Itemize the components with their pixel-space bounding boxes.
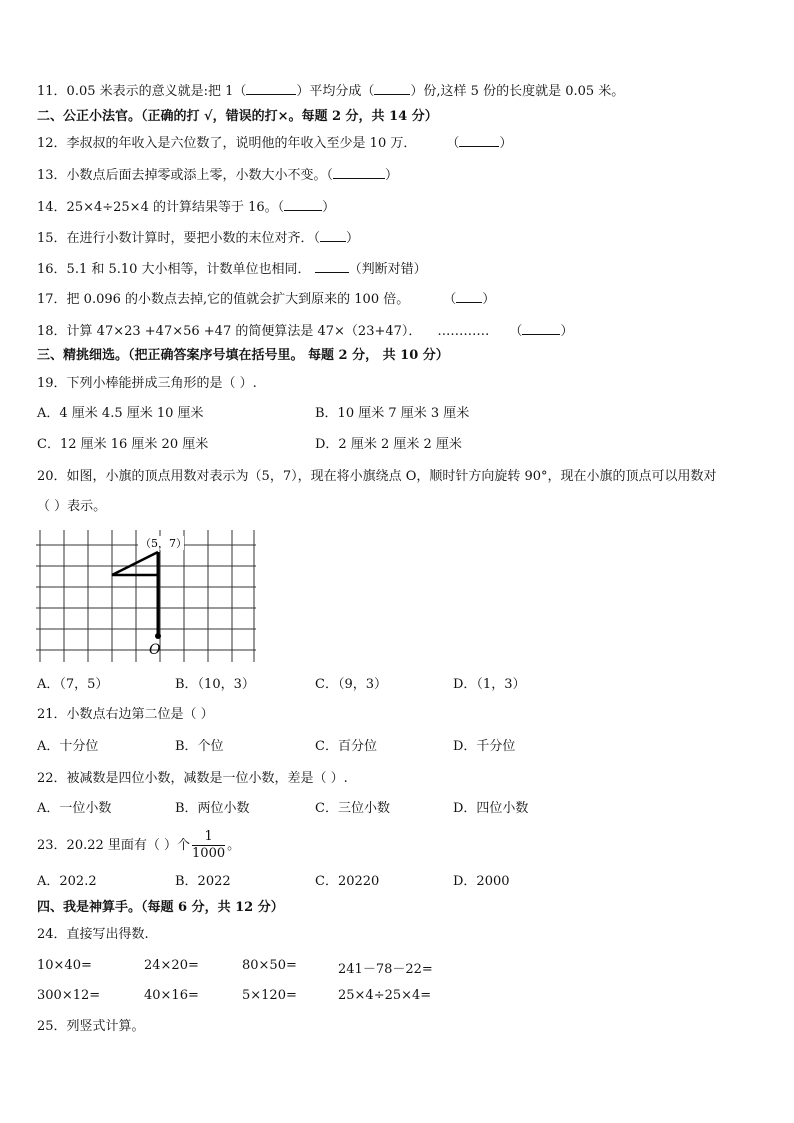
- calc-item: 40×16=: [144, 988, 199, 1003]
- answer-blank[interactable]: [456, 290, 482, 303]
- q22-option-c[interactable]: C．三位小数: [315, 801, 390, 816]
- calc-item: 300×12=: [37, 988, 101, 1003]
- q23-option-c[interactable]: C．20220: [315, 874, 380, 889]
- denominator: 1000: [192, 846, 226, 861]
- q21-option-b[interactable]: B．个位: [175, 739, 224, 754]
- q22-option-d[interactable]: D．四位小数: [453, 801, 529, 816]
- question-24: 24．直接写出得数.: [37, 927, 149, 942]
- q11-text-a: 11．0.05 米表示的意义就是:把 1（: [37, 84, 247, 99]
- flag: [112, 552, 158, 636]
- answer-blank[interactable]: [374, 82, 410, 95]
- grid-figure: [34, 530, 258, 664]
- paren-close: ）: [560, 324, 574, 339]
- question-21: 21．小数点右边第二位是（ ）: [37, 707, 214, 722]
- question-16: [37, 260, 427, 279]
- q20-option-c[interactable]: C．（9，3）: [315, 677, 387, 692]
- dots: …………: [437, 324, 490, 339]
- q12-text: 12．李叔叔的年收入是六位数了，说明他的年收入至少是 10 万．: [37, 136, 417, 151]
- question-20-cont: （ ）表示。: [37, 499, 107, 514]
- calc-item: 241－78－22=: [338, 962, 433, 977]
- section-2-title: 二、公正小法官。（正确的打 √，错误的打×。每题 2 分，共 14 分）: [37, 109, 438, 124]
- paren-open: （: [509, 324, 523, 339]
- q20-option-b[interactable]: B．（10，3）: [175, 677, 255, 692]
- question-14: [37, 198, 335, 217]
- answer-blank[interactable]: [459, 134, 499, 147]
- calc-item: 24×20=: [144, 958, 199, 973]
- q23-text: 23．20.22 里面有（ ）个: [37, 838, 191, 853]
- q18-text: 18．计算 47×23 +47×56 +47 的简便算法是 47×（23+47）．: [37, 324, 422, 339]
- question-15: [37, 229, 359, 248]
- paren-close: ）: [499, 136, 513, 151]
- question-12: [37, 134, 512, 153]
- question-19: 19．下列小棒能拼成三角形的是（ ）.: [37, 376, 257, 391]
- answer-blank[interactable]: [333, 166, 385, 179]
- q21-option-a[interactable]: A．十分位: [37, 739, 99, 754]
- q23-option-d[interactable]: D．2000: [453, 874, 510, 889]
- q22-option-b[interactable]: B．两位小数: [175, 801, 250, 816]
- paren-close: ）: [346, 231, 360, 246]
- q23-option-a[interactable]: A．202.2: [37, 874, 97, 889]
- q21-option-c[interactable]: C．百分位: [315, 739, 377, 754]
- calc-item: 5×120=: [242, 988, 297, 1003]
- q19-option-a[interactable]: A．4 厘米 4.5 厘米 10 厘米: [37, 406, 204, 421]
- question-17: [37, 290, 495, 309]
- answer-blank[interactable]: [246, 82, 296, 95]
- calc-item: 10×40=: [37, 958, 92, 973]
- question-18: [37, 322, 573, 341]
- question-23: [37, 828, 240, 864]
- q15-text: 15．在进行小数计算时，要把小数的末位对齐．（: [37, 231, 321, 246]
- q13-text: 13．小数点后面去掉零或添上零，小数大小不变。（: [37, 168, 334, 183]
- q11-text-c: ）份,这样 5 份的长度就是 0.05 米。: [410, 84, 625, 99]
- q23-option-b[interactable]: B．2022: [175, 874, 231, 889]
- q22-option-a[interactable]: A．一位小数: [37, 801, 112, 816]
- q17-text: 17．把 0.096 的小数点去掉,它的值就会扩大到原来的 100 倍。: [37, 292, 410, 307]
- q19-option-d[interactable]: D．2 厘米 2 厘米 2 厘米: [315, 437, 462, 452]
- question-11: [37, 82, 624, 101]
- calc-item: 25×4÷25×4=: [338, 988, 432, 1003]
- q20-option-a[interactable]: A．（7，5）: [37, 677, 109, 692]
- period: 。: [227, 838, 241, 853]
- paren-open: （: [446, 136, 460, 151]
- question-13: [37, 166, 398, 185]
- fraction: [192, 829, 225, 862]
- q14-text: 14．25×4÷25×4 的计算结果等于 16。（: [37, 200, 285, 215]
- point-o: [155, 633, 161, 639]
- q19-option-b[interactable]: B．10 厘米 7 厘米 3 厘米: [315, 406, 470, 421]
- q19-option-c[interactable]: C．12 厘米 16 厘米 20 厘米: [37, 437, 209, 452]
- vertex-label: （5，7）: [140, 537, 187, 550]
- section-3-title: 三、精挑细选。（把正确答案序号填在括号里。 每题 2 分， 共 10 分）: [37, 348, 449, 363]
- paren-close: ）: [385, 168, 399, 183]
- answer-blank[interactable]: [284, 198, 322, 211]
- section-4-title: 四、我是神算手。（每题 6 分，共 12 分）: [37, 900, 284, 915]
- question-22: 22．被减数是四位小数，减数是一位小数，差是（ ）.: [37, 771, 348, 786]
- paren-close: ）: [482, 292, 496, 307]
- answer-blank[interactable]: [522, 322, 560, 335]
- q20-option-d[interactable]: D．（1，3）: [453, 677, 526, 692]
- calc-item: 80×50=: [242, 958, 297, 973]
- q11-text-b: ）平均分成（: [296, 84, 375, 99]
- numerator: 1: [192, 829, 225, 846]
- question-20: 20．如图，小旗的顶点用数对表示为（5，7），现在将小旗绕点 O，顺时针方向旋转 90°，现在小旗的顶点可以用数对: [37, 469, 717, 484]
- question-25: 25．列竖式计算。: [37, 1019, 145, 1034]
- paren-open: （: [443, 292, 457, 307]
- paren-close: ）: [322, 200, 336, 215]
- point-o-label: O: [149, 642, 161, 658]
- answer-blank[interactable]: [320, 229, 346, 242]
- judge-note: （判断对错）: [348, 262, 427, 277]
- q21-option-d[interactable]: D．千分位: [453, 739, 516, 754]
- q16-text: 16．5.1 和 5.10 大小相等，计数单位也相同．: [37, 262, 311, 277]
- answer-blank[interactable]: [315, 260, 349, 273]
